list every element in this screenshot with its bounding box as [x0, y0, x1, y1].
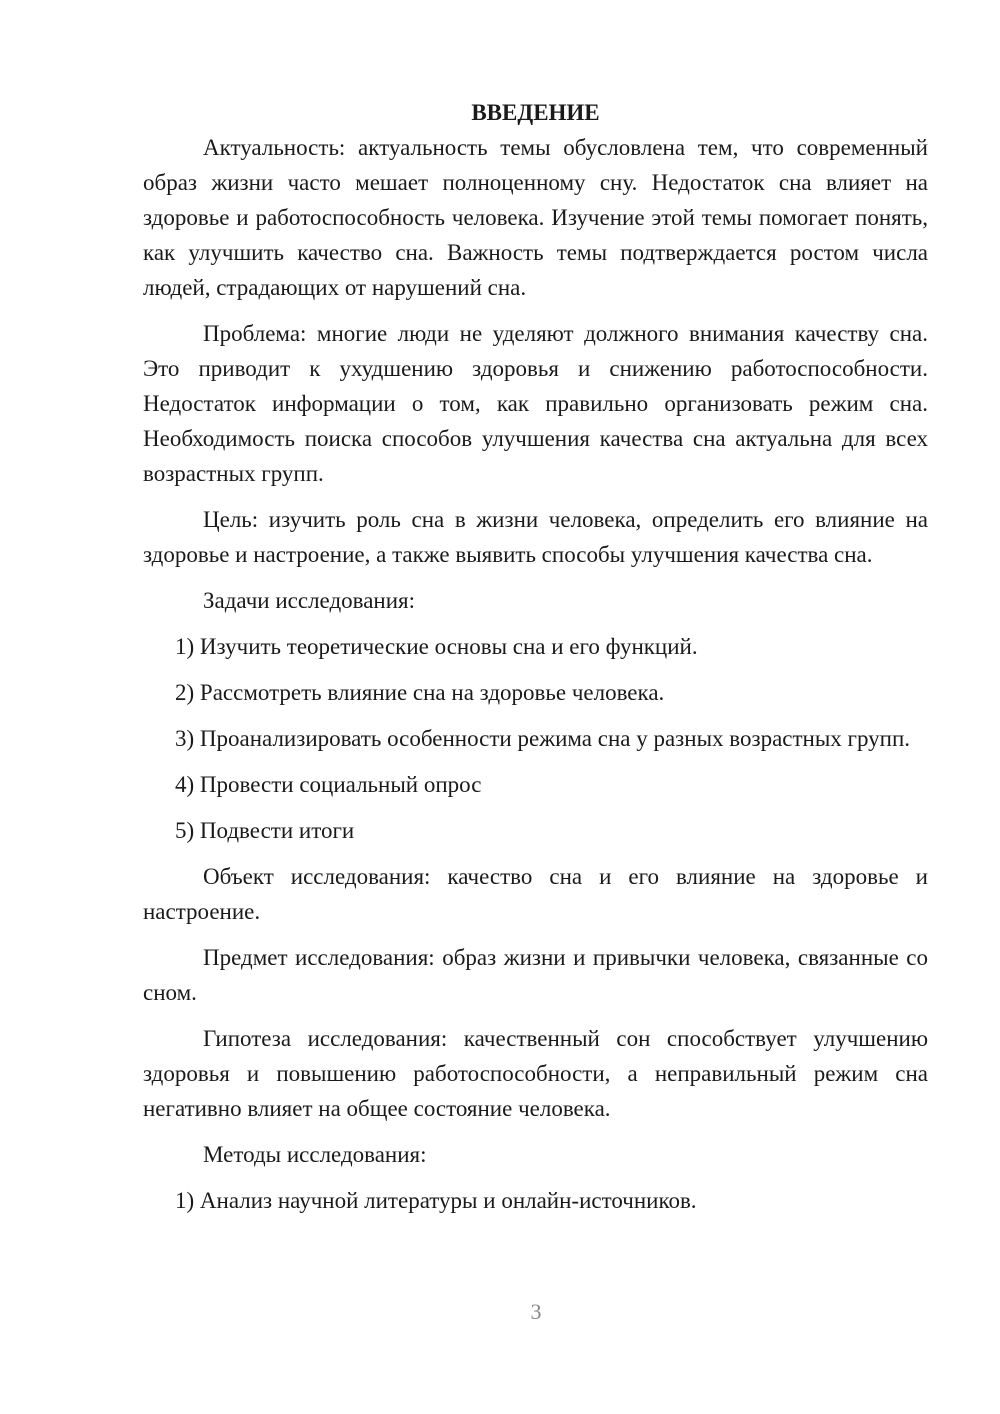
subject-paragraph: Предмет исследования: образ жизни и привычки человека, связанные со сном.	[143, 945, 928, 1005]
relevance-paragraph: Актуальность: актуальность темы обусловлена тем, что современный образ жизни часто мешает полноценному сну. Недостаток сна влияет на здоровье и работоспособность человека. Изучение этой темы помогает понять, как улучшить качество сна. Важность темы подтверждается ростом числа людей, страдающих от нарушений сна.	[143, 135, 928, 300]
task-item: 1) Изучить теоретические основы сна и его функций.	[175, 634, 698, 659]
task-item: 4) Провести социальный опрос	[175, 772, 482, 797]
task-item: 2) Рассмотреть влияние сна на здоровье человека.	[175, 680, 665, 705]
tasks-heading: Задачи исследования:	[203, 588, 416, 613]
problem-paragraph: Проблема: многие люди не уделяют должного внимания качеству сна. Это приводит к ухудшению здоровья и снижению работоспособности. Недостаток информации о том, как правильно организовать режим сна. Необходимость поиска способов улучшения качества сна актуальна для всех возрастных групп.	[143, 321, 928, 486]
task-item: 3) Проанализировать особенности режима сна у разных возрастных групп.	[175, 726, 911, 751]
methods-heading: Методы исследования:	[203, 1142, 427, 1167]
hypothesis-paragraph: Гипотеза исследования: качественный сон способствует улучшению здоровья и повышению работоспособности, а неправильный режим сна негативно влияет на общее состояние человека.	[143, 1026, 928, 1121]
page-title: ВВЕДЕНИЕ	[471, 100, 600, 125]
object-paragraph: Объект исследования: качество сна и его влияние на здоровье и настроение.	[143, 864, 928, 924]
page-number: 3	[530, 1299, 542, 1324]
page-content	[143, 95, 928, 1218]
method-item: 1) Анализ научной литературы и онлайн-источников.	[175, 1188, 697, 1213]
goal-paragraph: Цель: изучить роль сна в жизни человека, определить его влияние на здоровье и настроение, а также выявить способы улучшения качества сна.	[143, 507, 928, 567]
task-item: 5) Подвести итоги	[175, 818, 355, 843]
